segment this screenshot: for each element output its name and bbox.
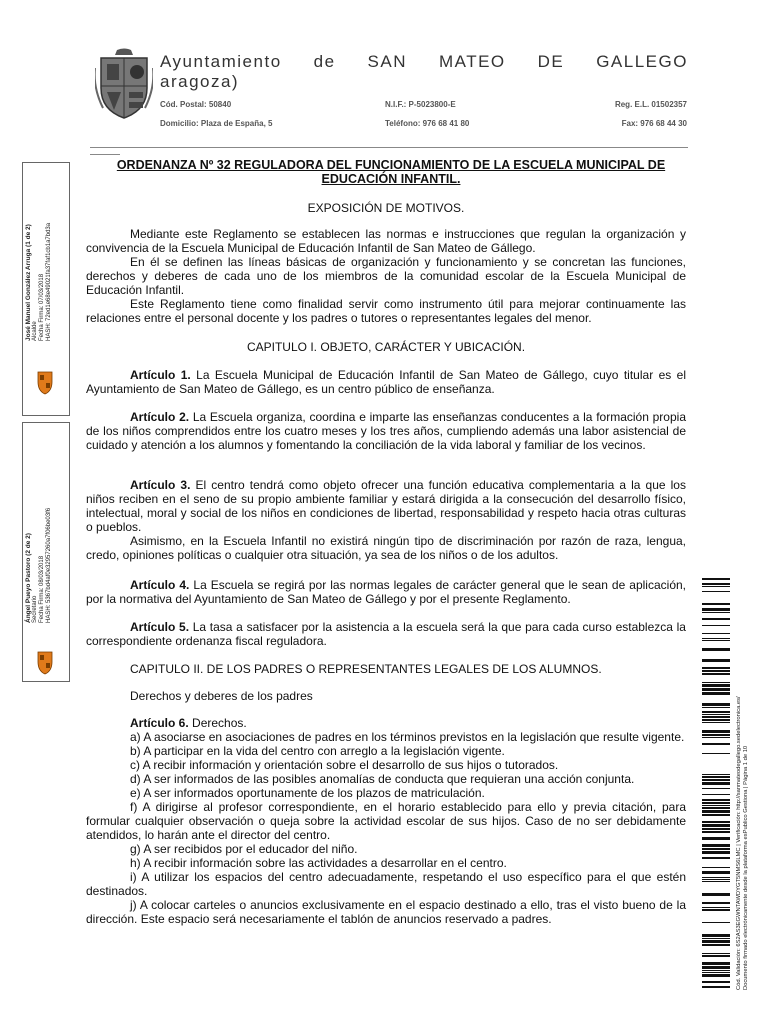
- exposition-body: [86, 227, 686, 325]
- article-1: [86, 368, 686, 396]
- coat-of-arms-logo: [95, 48, 153, 120]
- right-item: c) A recibir información y orientación sobre el desarrollo de sus hijos o tutorados.: [130, 758, 559, 772]
- signer-name: Ángel Pueyo Pastoro (2 de 2): [25, 533, 32, 623]
- title-word: DE: [537, 52, 565, 71]
- paragraph: Este Reglamento tiene como finalidad servir como instrumento útil para mejorar continuamente las relaciones entre el personal docente y los padres o tutores o representantes legales del menor.: [86, 297, 686, 325]
- paragraph: En él se definen las líneas básicas de organización y funcionamiento y se concretan las funciones, derechos y deberes de cada uno de los miembros de la comunidad escolar de la Escuela Municipal de Educación Infantil.: [86, 255, 686, 297]
- title-word: Ayuntamiento: [160, 52, 282, 71]
- signature-hash: HASH: 72ed1e68e49021fa37faf1cb1a7bd3a: [46, 222, 52, 341]
- article-text: La Escuela se regirá por las normas legales de carácter general que le sean de aplicación, por la normativa del Ayuntamiento de San Mateo de Gállego y por el presente Reglamento.: [86, 578, 686, 606]
- postal-code: Cód. Postal: 50840: [160, 100, 232, 109]
- signer-role: Alcalde: [32, 321, 38, 341]
- right-item: i) A utilizar los espacios del centro adecuadamente, respetando el uso específico para el que estén destinados.: [86, 870, 686, 898]
- signer-role: Secretario: [32, 595, 38, 623]
- right-item: a) A asociarse en asociaciones de padres en los términos previstos en la legislación que resulte vigente.: [130, 730, 685, 744]
- article-label: Artículo 5.: [130, 620, 190, 634]
- signature-date: Fecha Firma: 07/03/2018: [39, 273, 45, 341]
- phone: Teléfono: 976 68 41 80: [385, 119, 470, 128]
- section-heading: EXPOSICIÓN DE MOTIVOS.: [307, 201, 465, 215]
- header-divider-short: [90, 154, 120, 155]
- article-6: [86, 716, 686, 926]
- right-item: e) A ser informados oportunamente de los plazos de matriculación.: [130, 786, 485, 800]
- chapter-heading: [86, 340, 686, 354]
- article-text: La Escuela organiza, coordina e imparte las enseñanzas conducentes a la formación propia de los niños comprendidos entre los cuatro meses y los tres años, cumpliendo además una labor asistencial de cuidado y atención a los alumnos y fomentando la conciliación de la vida laboral y familiar de los vecinos.: [86, 410, 686, 452]
- chapter-title: CAPITULO II. DE LOS PADRES O REPRESENTANTES LEGALES DE LOS ALUMNOS.: [130, 662, 602, 676]
- paragraph: Mediante este Reglamento se establecen las normas e instrucciones que regulan la organización y convivencia de la Escuela Municipal de Educación Infantil de San Mateo de Gállego.: [86, 227, 686, 255]
- signature-hash: HASH: 5367bd4af0e32957260a7f06be03f6: [46, 507, 52, 623]
- verification-platform: Documento firmado electrónicamente desde la plataforma esPublico Gestiona | Página 1 de 10: [743, 745, 749, 990]
- signature-seal-icon: [37, 649, 53, 675]
- article-2: [86, 410, 686, 452]
- article-label: Artículo 4.: [130, 578, 190, 592]
- municipality-name: [160, 52, 688, 72]
- signature-block-1: [22, 162, 70, 416]
- barcode-icon: [702, 578, 730, 988]
- signature-text-2: [25, 508, 53, 623]
- signature-block-2: [22, 422, 70, 682]
- nif: N.I.F.: P-5023800-E: [385, 100, 456, 109]
- signature-seal-icon: [37, 369, 53, 395]
- right-item: g) A ser recibidos por el educador del niño.: [130, 842, 358, 856]
- title-word: SAN: [367, 52, 407, 71]
- signature-date: Fecha Firma: 08/03/2018: [39, 555, 45, 623]
- fax: Fax: 976 68 44 30: [621, 119, 687, 128]
- verification-code: Cód. Validación: 6S2AS3EGWNTAWDYGT5NMS6LMC | Verificación: http://sanmateodegallego.sedelectronica.es/: [736, 696, 742, 990]
- exposition-heading: [86, 201, 686, 215]
- title-word: de: [313, 52, 336, 71]
- article-text: El centro tendrá como objeto ofrecer una función educativa complementaria a la que los niños reciben en el seno de su propio ambiente familiar y estará dirigida a la consecución del desarrollo físico, intelectual, moral y social de los niños en condiciones de libertad, responsabilidad y respeto hacia otras culturas o pueblos.: [86, 478, 686, 534]
- document-title: ORDENANZA Nº 32 REGULADORA DEL FUNCIONAMIENTO DE LA ESCUELA MUNICIPAL DE EDUCACIÓN INFANTIL.: [116, 158, 666, 186]
- signature-text-1: [25, 223, 53, 341]
- signer-name: José Manuel González Arruga (1 de 2): [25, 224, 32, 341]
- article-text: Derechos.: [188, 716, 247, 730]
- article-text: La Escuela Municipal de Educación Infantil de San Mateo de Gállego, cuyo titular es el Ayuntamiento de San Mateo de Gállego, es un centro público de enseñanza.: [86, 368, 686, 396]
- right-item: j) A colocar carteles o anuncios exclusivamente en el espacio destinado a ello, tras el visto bueno de la dirección. Este espacio será necesariamente el tablón de anuncios reservado a padres.: [86, 898, 686, 926]
- article-4: [86, 578, 686, 606]
- header-divider: [90, 147, 688, 148]
- title-word: MATEO: [438, 52, 506, 71]
- article-label: Artículo 3.: [130, 478, 191, 492]
- municipality-name-line2: aragoza): [160, 72, 240, 91]
- paragraph: Asimismo, en la Escuela Infantil no existirá ningún tipo de discriminación por razón de raza, lengua, credo, opiniones políticas o cualquier otra situación, ya sea de los niños o de los adultos.: [86, 534, 686, 562]
- right-item: b) A participar en la vida del centro con arreglo a la legislación vigente.: [130, 744, 505, 758]
- right-item: f) A dirigirse al profesor correspondiente, en el horario establecido para ello y previa citación, para formular cualquier observación o queja sobre la actividad escolar de sus hijos. Caso de no ser debidamente atendidos, lo harán ante el director del centro.: [86, 800, 686, 842]
- article-label: Artículo 1.: [130, 368, 191, 382]
- article-5: [86, 620, 686, 648]
- address: Domicilio: Plaza de España, 5: [160, 119, 273, 128]
- article-label: Artículo 2.: [130, 410, 190, 424]
- registry-number: Reg. E.L. 01502357: [614, 100, 687, 109]
- title-word: GALLEGO: [596, 52, 688, 71]
- article-label: Artículo 6.: [130, 716, 189, 730]
- chapter-title: CAPITULO I. OBJETO, CARÁCTER Y UBICACIÓN.: [246, 340, 526, 354]
- article-text: La tasa a satisfacer por la asistencia a la escuela será la que para cada curso establezca la correspondiente ordenanza fiscal reguladora.: [86, 620, 686, 648]
- article-3: [86, 478, 686, 562]
- right-item: d) A ser informados de las posibles anomalías de conducta que requieran una acción conjunta.: [130, 772, 635, 786]
- subsection-heading: Derechos y deberes de los padres: [130, 689, 313, 703]
- chapter-2-heading: [86, 662, 686, 676]
- rights-duties-heading: [86, 689, 686, 703]
- verification-text: [736, 696, 750, 990]
- right-item: h) A recibir información sobre las actividades a desarrollar en el centro.: [130, 856, 507, 870]
